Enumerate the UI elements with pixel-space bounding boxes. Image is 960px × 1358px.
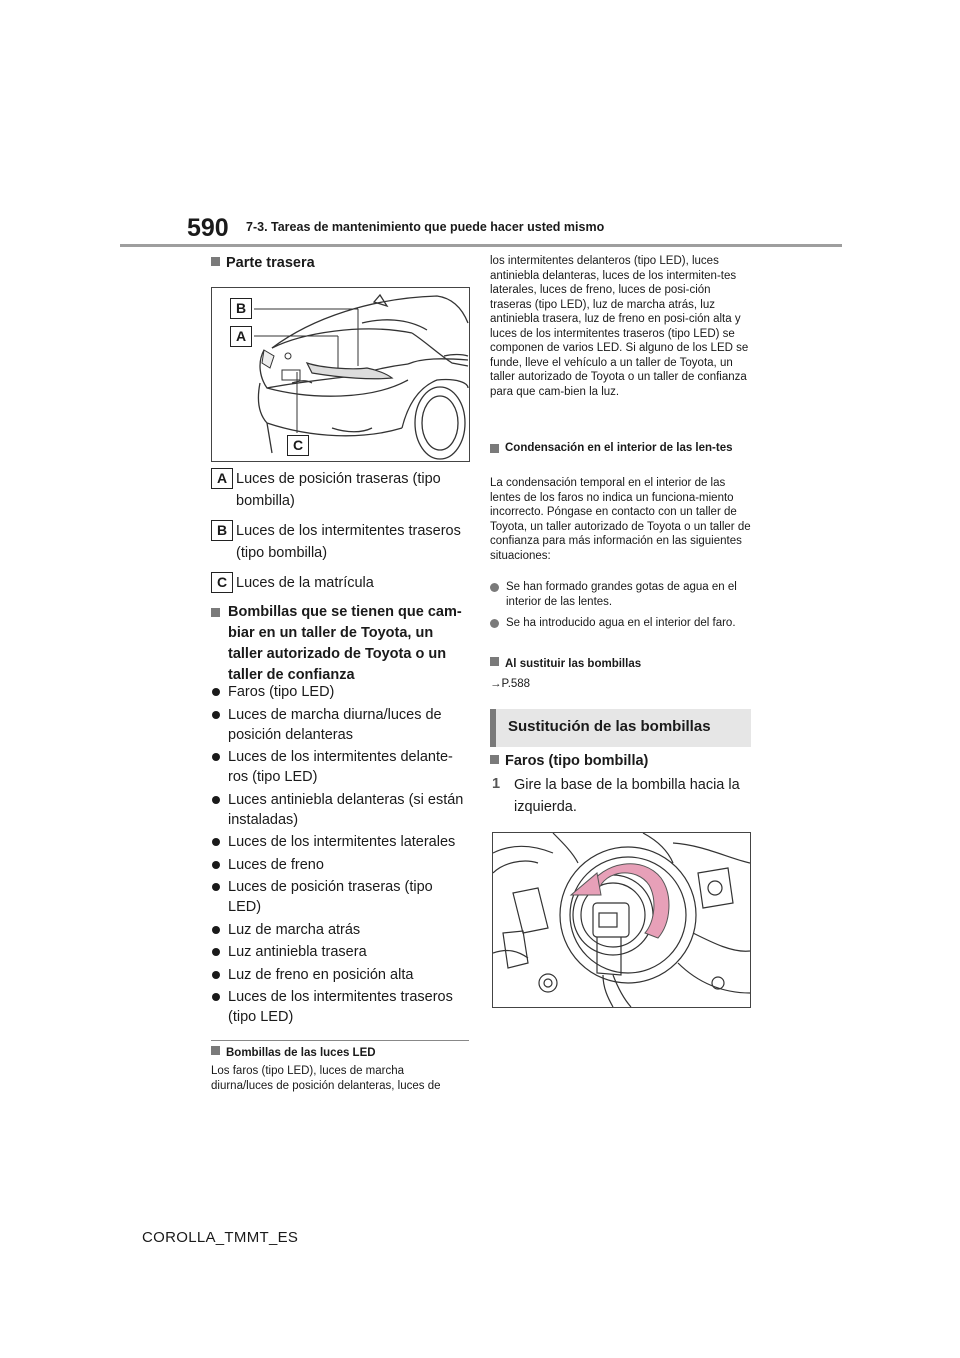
bullet-dot-icon: [212, 861, 220, 869]
section-title: 7-3. Tareas de mantenimiento que puede hacer usted mismo: [246, 220, 605, 234]
headlight-heading: Faros (tipo bombilla): [490, 751, 648, 772]
led-text: Los faros (tipo LED), luces de marcha diurna/luces de posición delanteras, luces de: [211, 1065, 441, 1092]
square-bullet-icon: [490, 755, 499, 764]
list-item: Luces de marcha diurna/luces de posición delanteras: [211, 705, 469, 745]
document-code: COROLLA_TMMT_ES: [142, 1229, 299, 1246]
dealer-heading-line: taller de confianza: [228, 667, 355, 683]
square-bullet-icon: [211, 257, 220, 266]
list-item: Luces antiniebla delanteras (si están instaladas): [211, 790, 469, 830]
bullet-dot-icon: [212, 926, 220, 934]
legend-text: Luces de posición traseras (tipo bombilla): [236, 471, 441, 509]
callout-b-label: B: [230, 298, 252, 319]
bullet-dot-icon: [490, 583, 499, 592]
headlight-bulb-figure: [492, 832, 751, 1008]
callout-c-label: C: [287, 435, 309, 456]
legend-text: Luces de los intermitentes traseros (tipo bombilla): [236, 523, 461, 561]
list-item: Se ha introducido agua en el interior del faro.: [490, 616, 752, 631]
bullet-dot-icon: [490, 619, 499, 628]
list-item: Luces de los intermitentes delante-ros (tipo LED): [211, 747, 469, 787]
square-bullet-icon: [490, 657, 499, 666]
dealer-heading-line: Bombillas que se tienen que cam-: [228, 604, 462, 620]
bullet-dot-icon: [212, 753, 220, 761]
callout-a-label: A: [230, 326, 252, 347]
square-bullet-icon: [211, 608, 220, 617]
rear-heading-text: Parte trasera: [226, 255, 315, 271]
list-item: Luz antiniebla trasera: [211, 942, 469, 962]
bullet-dot-icon: [212, 711, 220, 719]
divider: [211, 1040, 469, 1041]
legend-letter: B: [211, 520, 233, 541]
list-item: Luz de marcha atrás: [211, 920, 469, 940]
bullet-dot-icon: [212, 948, 220, 956]
page-reference-link[interactable]: →P.588: [490, 678, 531, 690]
condensation-heading: Condensación en el interior de las len-tes: [490, 441, 752, 456]
list-item: Se han formado grandes gotas de agua en el interior de las lentes.: [490, 580, 752, 609]
dealer-heading-line: taller autorizado de Toyota o un: [228, 646, 447, 662]
page-number: 590: [187, 214, 229, 242]
legend-text: Luces de la matrícula: [236, 575, 374, 591]
rear-lights-figure: [211, 287, 470, 462]
replace-heading: Al sustituir las bombillas: [490, 657, 641, 672]
section-banner: [490, 709, 751, 747]
dealer-bulb-list: [211, 682, 469, 1030]
bullet-dot-icon: [212, 688, 220, 696]
list-item: Faros (tipo LED): [211, 682, 469, 702]
led-text-continued: los intermitentes delanteros (tipo LED), luces antiniebla delanteras, luces de los intermiten-tes laterales, luces de freno, luces de posi-ción traseras (tipo LED), luz de marcha atrás, luz antiniebla trasera, luz de freno en posi-ción alta y luces de los intermitentes traseros (tipo LED) se componen de varios LED. Si alguno de los LED se funde, lleve el vehículo a un taller de Toyota, un taller autorizado de Toyota o un taller de confianza para que cam-bien la luz.: [490, 255, 749, 398]
header-rule: [120, 244, 842, 247]
bullet-dot-icon: [212, 971, 220, 979]
list-item: Luz de freno en posición alta: [211, 965, 469, 985]
led-heading: Bombillas de las luces LED: [211, 1046, 376, 1061]
rear-heading: [211, 253, 315, 274]
bullet-dot-icon: [212, 993, 220, 1001]
bullet-dot-icon: [212, 796, 220, 804]
square-bullet-icon: [211, 1046, 220, 1055]
banner-title: Sustitución de las bombillas: [508, 718, 711, 735]
list-item: Luces de los intermitentes laterales: [211, 832, 469, 852]
legend-letter: A: [211, 468, 233, 489]
list-item: Luces de posición traseras (tipo LED): [211, 877, 469, 917]
condensation-list: [490, 580, 752, 638]
step-1: [490, 774, 755, 818]
step-text: Gire la base de la bombilla hacia la izquierda.: [514, 777, 740, 815]
dealer-heading-line: biar en un taller de Toyota, un: [228, 625, 434, 641]
square-bullet-icon: [490, 444, 499, 453]
headlight-illustration: [493, 833, 750, 1007]
dealer-heading: [211, 602, 469, 686]
bullet-dot-icon: [212, 838, 220, 846]
condensation-text: La condensación temporal en el interior de las lentes de los faros no indica un funciona-miento incorrecto. Póngase en contacto con un taller de Toyota, un taller autorizado de Toyota o un taller de confianza para más información en las siguientes situaciones:: [490, 477, 751, 562]
step-number: 1: [492, 776, 501, 792]
list-item: Luces de freno: [211, 855, 469, 875]
list-item: Luces de los intermitentes traseros (tipo LED): [211, 987, 469, 1027]
legend-letter: C: [211, 572, 233, 593]
bullet-dot-icon: [212, 883, 220, 891]
